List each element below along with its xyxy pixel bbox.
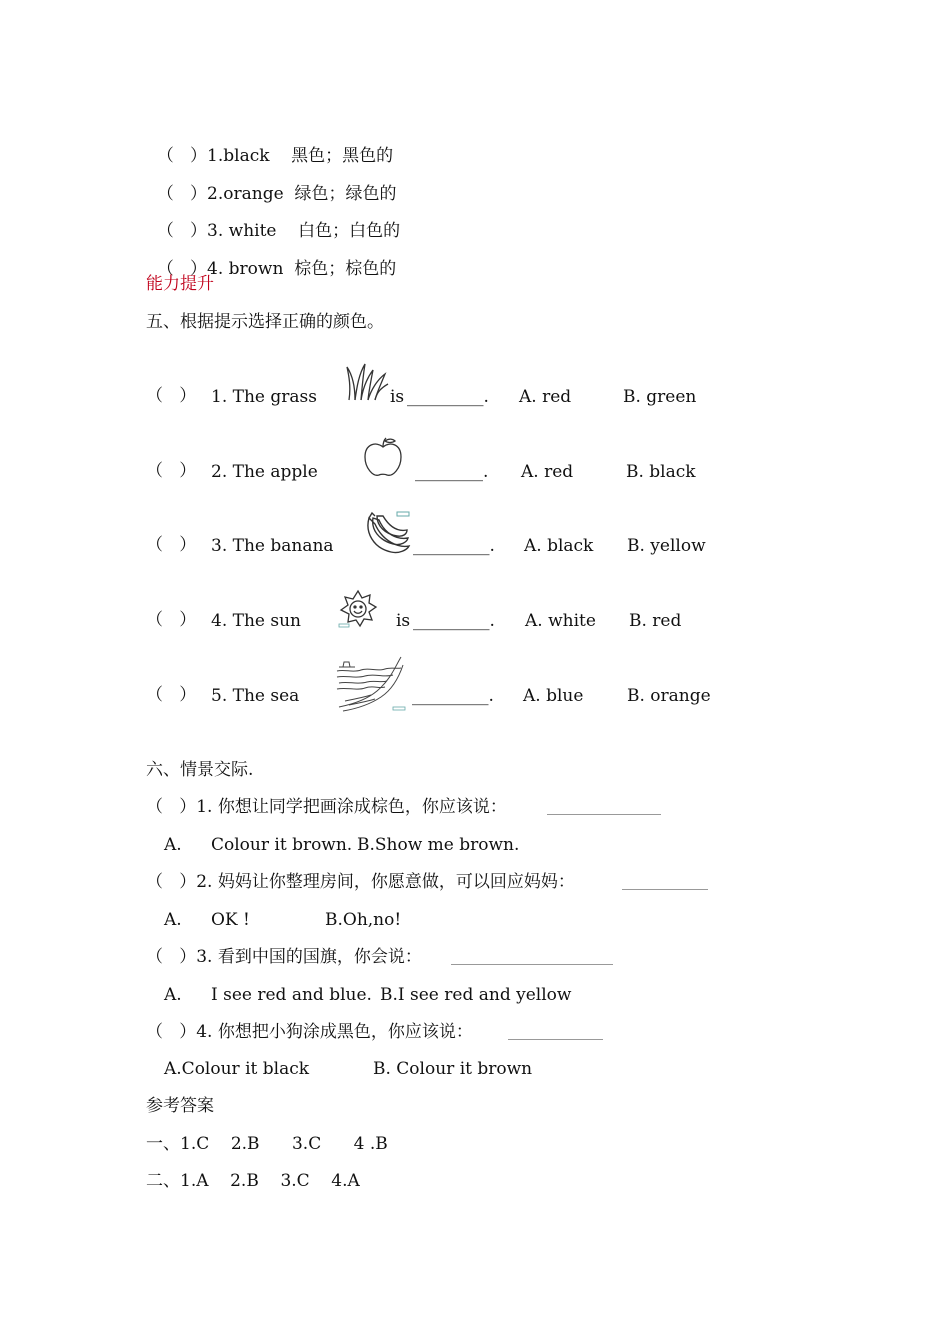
p4-text: 3. white 白色；白色的	[207, 221, 401, 241]
s6-option-a-text: I see red and blue.	[211, 985, 372, 1005]
s5-subject: 1. The grass	[211, 387, 317, 407]
answer-paren[interactable]: （ ）	[146, 610, 197, 630]
s6-option-a: A.Colour it black	[164, 1059, 310, 1079]
s5-blank[interactable]: _________.	[407, 387, 489, 407]
p4-text: 4. brown 棕色；棕色的	[207, 259, 397, 279]
s6-question-text: 2. 妈妈让你整理房间，你愿意做，可以回应妈妈：	[196, 872, 575, 892]
s6-option-a-label: A.	[164, 835, 182, 855]
answer-paren[interactable]: （ ）	[146, 872, 197, 892]
grass-icon	[345, 362, 390, 402]
s6-option-a-text: OK !	[211, 910, 250, 930]
s5-verb: is	[390, 387, 405, 407]
answer-paren[interactable]: （ ）	[156, 184, 208, 204]
s5-option-b: B. yellow	[627, 536, 706, 556]
answers-line-1: 一、1.C 2.B 3.C 4 .B	[146, 1134, 388, 1154]
s6-option-b: B.I see red and yellow	[380, 985, 572, 1005]
answer-paren[interactable]: （ ）	[146, 461, 197, 481]
s5-subject: 4. The sun	[211, 611, 301, 631]
s6-question-4	[146, 1021, 473, 1043]
answer-paren[interactable]: （ ）	[146, 685, 197, 705]
s6-option-b: B.Show me brown.	[357, 835, 520, 855]
answer-paren[interactable]: （ ）	[146, 1022, 197, 1042]
answer-paren[interactable]: （ ）	[146, 797, 197, 817]
answers-line-2: 二、1.A 2.B 3.C 4.A	[146, 1171, 360, 1191]
answer-paren[interactable]: （ ）	[146, 947, 197, 967]
section6-title: 六、情景交际.	[146, 760, 254, 780]
s5-blank[interactable]: _________.	[413, 536, 495, 556]
sea-icon	[335, 655, 407, 713]
s5-blank[interactable]: _________.	[412, 686, 494, 706]
s5-option-b: B. green	[623, 387, 697, 407]
s6-question-text: 1. 你想让同学把画涂成棕色，你应该说：	[196, 797, 507, 817]
answer-paren[interactable]: （ ）	[146, 535, 197, 555]
answer-blank[interactable]	[622, 874, 708, 890]
s5-blank[interactable]: ________.	[415, 462, 489, 482]
section5-title: 五、根据提示选择正确的颜色。	[146, 312, 384, 332]
s5-subject: 3. The banana	[211, 536, 334, 556]
s5-option-b: B. orange	[627, 686, 711, 706]
s5-subject: 2. The apple	[211, 462, 318, 482]
answer-paren[interactable]: （ ）	[156, 259, 208, 279]
apple-icon	[362, 435, 404, 480]
answer-blank[interactable]	[451, 949, 613, 965]
s6-question-3	[146, 946, 422, 968]
s6-option-a-text: Colour it brown.	[211, 835, 353, 855]
s6-option-a-label: A.	[164, 910, 182, 930]
s6-question-1	[146, 796, 507, 818]
answer-blank[interactable]	[547, 799, 661, 815]
s5-blank[interactable]: _________.	[413, 611, 495, 631]
s5-option-a: A. red	[519, 387, 572, 407]
p4-text: 2.orange 绿色；绿色的	[207, 184, 397, 204]
answers-title: 参考答案	[146, 1096, 214, 1116]
s6-option-a-label: A.	[164, 985, 182, 1005]
sun-icon	[337, 588, 379, 630]
s5-option-a: A. red	[521, 462, 574, 482]
s5-option-a: A. black	[524, 536, 594, 556]
s5-option-b: B. red	[629, 611, 682, 631]
s5-option-b: B. black	[626, 462, 696, 482]
s6-option-b: B. Colour it brown	[373, 1059, 533, 1079]
banana-icon	[363, 510, 411, 556]
answer-paren[interactable]: （ ）	[156, 221, 208, 241]
p4-text: 1.black 黑色；黑色的	[207, 146, 394, 166]
s5-verb: is	[396, 611, 411, 631]
answer-paren[interactable]: （ ）	[146, 386, 197, 406]
answer-paren[interactable]: （ ）	[156, 146, 208, 166]
s6-question-2	[146, 871, 575, 893]
s6-question-text: 4. 你想把小狗涂成黑色，你应该说：	[196, 1022, 473, 1042]
s6-option-b: B.Oh,no!	[325, 910, 402, 930]
ability-heading: 能力提升	[146, 274, 214, 294]
s5-subject: 5. The sea	[211, 686, 300, 706]
answer-blank[interactable]	[508, 1024, 603, 1040]
s5-option-a: A. blue	[523, 686, 584, 706]
s6-question-text: 3. 看到中国的国旗，你会说：	[196, 947, 422, 967]
s5-option-a: A. white	[525, 611, 596, 631]
